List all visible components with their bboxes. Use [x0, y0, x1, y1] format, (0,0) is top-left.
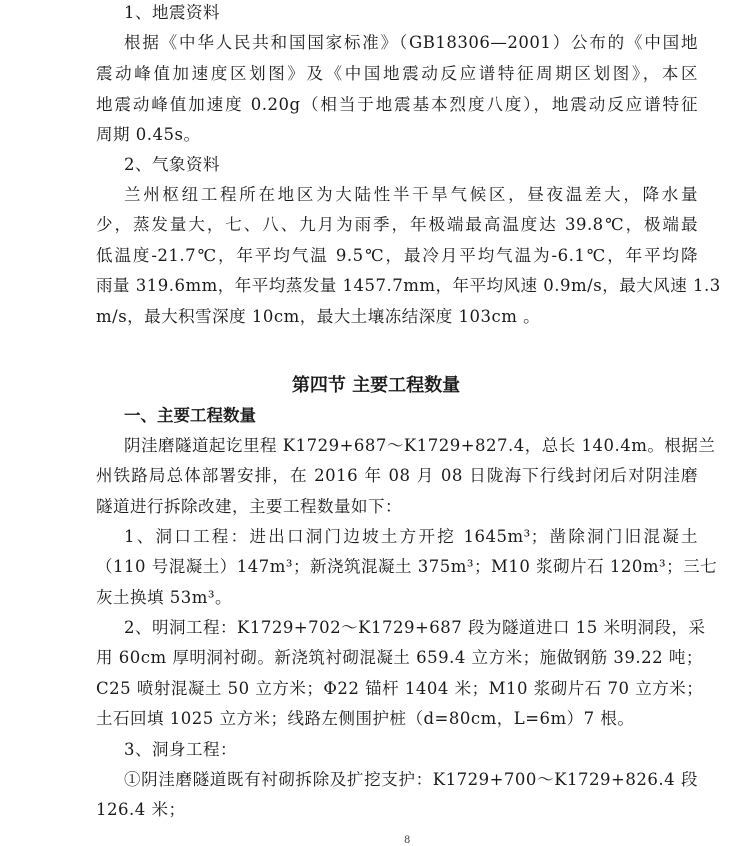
weather-line-2: 少，蒸发量大，七、八、九月为雨季，年极端最高温度达 39.8℃，极端最 — [96, 215, 698, 234]
portal-line-2: （110 号混凝土）147m³；新浇筑混凝土 375m³；M10 浆砌片石 120m³；三七 — [96, 557, 718, 576]
intro-line-3: 隧道进行拆除改建，主要工程数量如下： — [96, 497, 402, 516]
weather-title: 2、气象资料 — [124, 155, 220, 174]
page-number: 8 — [404, 835, 411, 846]
weather-line-5: m/s，最大积雪深度 10cm，最大土壤冻结深度 103cm 。 — [96, 307, 541, 326]
weather-line-3: 低温度-21.7℃，年平均气温 9.5℃，最冷月平均气温为-6.1℃，年平均降 — [96, 246, 698, 265]
seismic-title: 1、地震资料 — [124, 3, 220, 22]
open-cut-line-1: 2、明洞工程：K1729+702～K1729+687 段为隧道进口 15 米明洞段，采 — [124, 618, 706, 637]
open-cut-line-4: 土石回填 1025 立方米；线路左侧围护桩（d=80cm，L=6m）7 根。 — [96, 709, 635, 728]
seismic-line-3: 地震动峰值加速度 0.20g（相当于地震基本烈度八度），地震动反应谱特征 — [96, 95, 698, 114]
seismic-line-1: 根据《中华人民共和国国家标准》（GB18306—2001）公布的《中国地 — [124, 33, 698, 52]
seismic-line-2: 震动峰值加速度区划图》及《中国地震动反应谱特征周期区划图》，本区 — [96, 64, 698, 83]
open-cut-line-3: C25 喷射混凝土 50 立方米；Φ22 锚杆 1404 米；M10 浆砌片石 70 立方米； — [96, 679, 704, 698]
body-line-1: ①阴洼磨隧道既有衬砌拆除及扩挖支护：K1729+700～K1729+826.4 段 — [124, 770, 698, 789]
portal-line-3: 灰土换填 53m³。 — [96, 588, 233, 607]
seismic-line-4: 周期 0.45s。 — [96, 125, 201, 144]
open-cut-line-2: 用 60cm 厚明洞衬砌。新浇筑衬砌混凝土 659.4 立方米；施做钢筋 39.22 吨； — [96, 648, 703, 667]
weather-line-1: 兰州枢纽工程所在地区为大陆性半干旱气候区，昼夜温差大，降水量 — [124, 185, 698, 204]
section-heading: 第四节 主要工程数量 — [291, 375, 461, 396]
intro-line-2: 州铁路局总体部署安排，在 2016 年 08 月 08 日陇海下行线封闭后对阴洼磨 — [96, 466, 698, 485]
body-line-2: 126.4 米； — [96, 800, 186, 819]
weather-line-4: 雨量 319.6mm，年平均蒸发量 1457.7mm，年平均风速 0.9m/s，最大风速 1.3 — [96, 276, 721, 295]
portal-line-1: 1、洞口工程：进出口洞门边坡土方开挖 1645m³；凿除洞门旧混凝土 — [124, 527, 698, 546]
section-subheading: 一、主要工程数量 — [124, 406, 256, 425]
intro-line-1: 阴洼磨隧道起讫里程 K1729+687～K1729+827.4，总长 140.4m。根据兰 — [124, 436, 716, 455]
body-title: 3、洞身工程： — [124, 740, 237, 759]
